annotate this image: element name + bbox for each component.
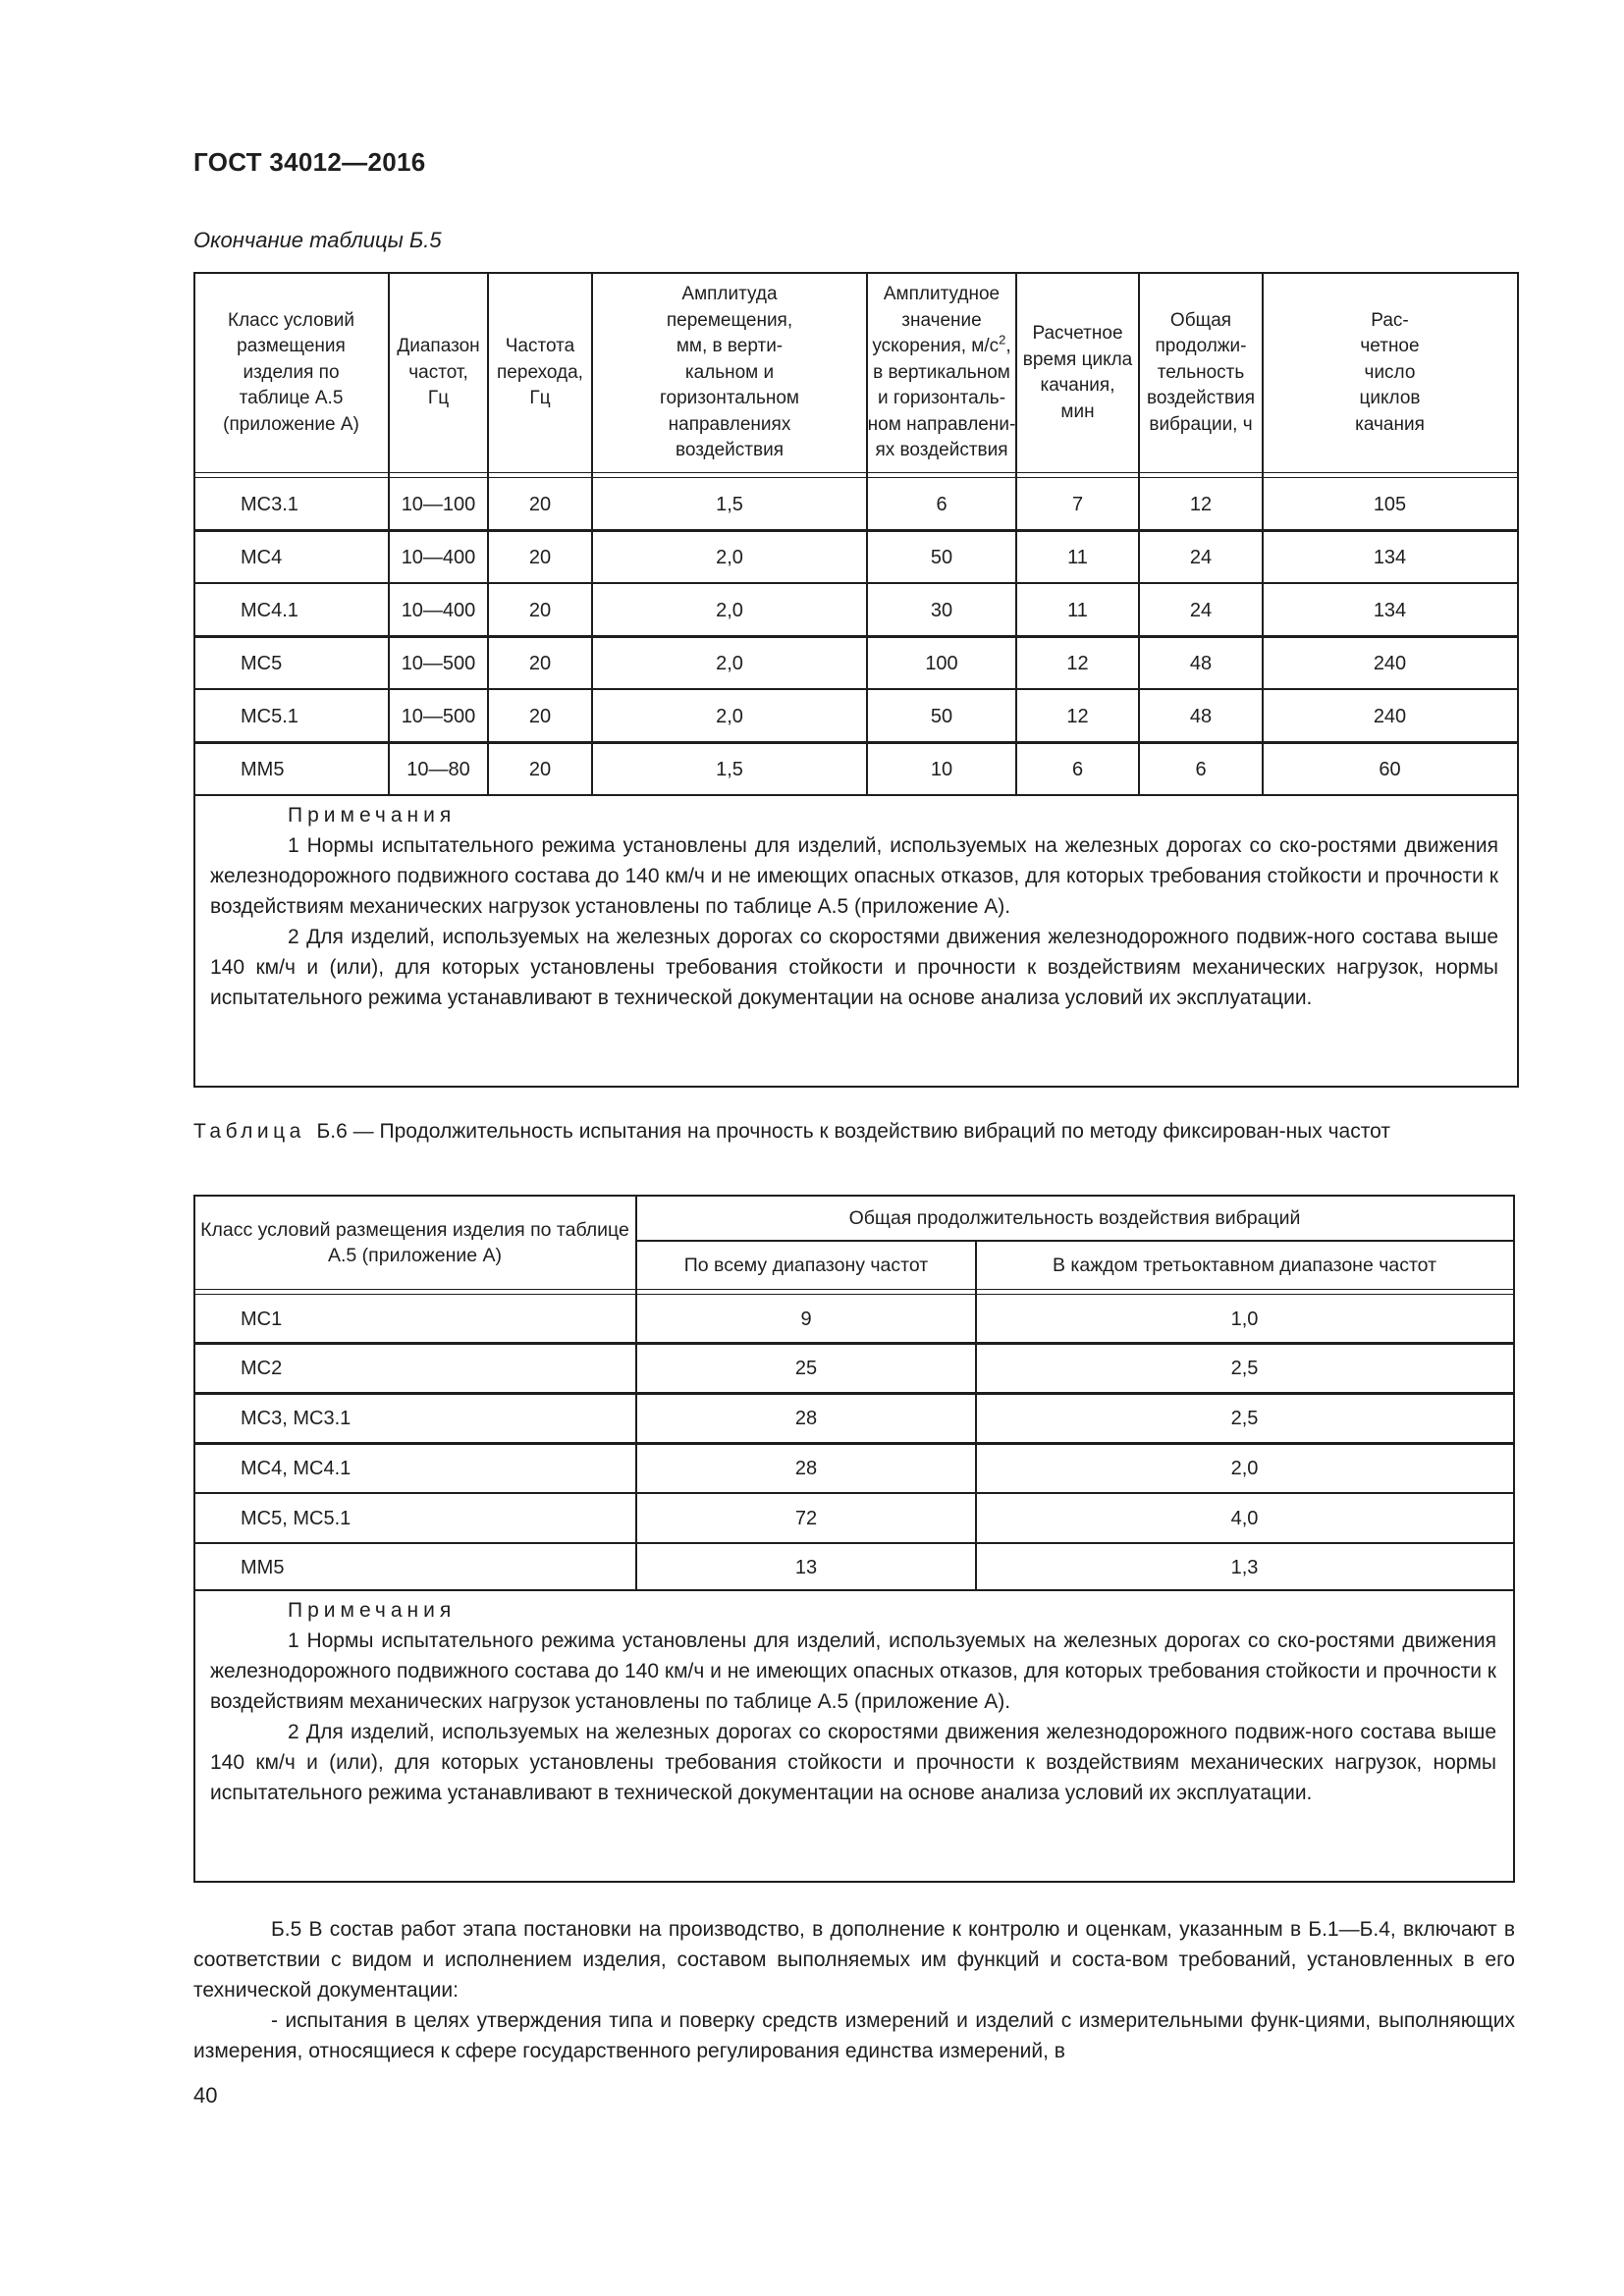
header-line: Гц [529, 388, 551, 409]
header-line: ном направлени- [867, 413, 1016, 435]
table-b6-notes [210, 1595, 1496, 1808]
header-line: в вертикальном [873, 361, 1010, 383]
header-line: Амплитудное [883, 284, 1001, 305]
header-line: и горизонталь- [877, 388, 1006, 409]
cell-displacement: 1,5 [716, 759, 743, 780]
cell-class: МС4 [241, 547, 283, 568]
cell-total-duration: 48 [1189, 653, 1213, 674]
cell-class: МС2 [241, 1357, 283, 1379]
cell-crossover-freq: 20 [528, 600, 552, 621]
cell-class: МС5 [241, 653, 283, 674]
cell-full-range: 25 [794, 1357, 818, 1379]
header-line: мин [1060, 400, 1095, 422]
header-divider [193, 477, 1519, 478]
header-line: ях воздействия [875, 440, 1008, 461]
header-cell-displacement [592, 274, 867, 472]
header-line: горизонтальном [660, 388, 799, 409]
cell-acceleration: 6 [936, 494, 947, 515]
header-divider [193, 1294, 1515, 1295]
header-line: Рас- [1371, 309, 1409, 331]
cell-class: МС5, МС5.1 [241, 1507, 352, 1529]
caption-text: Б.6 — Продолжительность испытания на прочность к воздействию вибраций по методу фиксирован-ных частот [316, 1120, 1390, 1143]
header-line: кальном и [684, 361, 775, 383]
header-line: циклов [1359, 388, 1421, 409]
header-cell-crossover-freq [488, 274, 592, 472]
header-line: Частота [505, 336, 575, 357]
header-line: качания, [1040, 375, 1115, 396]
header-line: частот, [408, 361, 468, 383]
cell-crossover-freq: 20 [528, 494, 552, 515]
header-cell-third-octave: В каждом третьоктавном диапазоне частот [1052, 1255, 1437, 1276]
notes-title: Примечания [288, 804, 457, 827]
cell-class: МС5.1 [241, 706, 298, 727]
cell-cycle-count: 105 [1373, 494, 1407, 515]
cell-freq-range: 10—100 [401, 494, 476, 515]
cell-full-range: 13 [794, 1556, 818, 1578]
table-continuation-label: Окончание таблицы Б.5 [193, 228, 442, 252]
cell-full-range: 72 [794, 1507, 818, 1529]
header-line: Расчетное [1032, 323, 1123, 344]
header-line: воздействия [675, 440, 784, 461]
header-line: Диапазон [397, 336, 480, 357]
header-line: время цикла [1022, 348, 1133, 370]
cell-total-duration: 48 [1189, 706, 1213, 727]
cell-full-range: 9 [800, 1308, 812, 1330]
superscript: 2 [999, 332, 1006, 347]
cell-cycle-count: 60 [1379, 759, 1401, 780]
note-item: 1 Нормы испытательного режима установлены для изделий, используемых на железных дорогах со ско-ростями движения железнодорожного подвижного состава до 140 км/ч и не имеющих опасных отказов, для которых требования стойкости и прочности к воздействиям механических нагрузок установлены по таблице А.5 (приложение А). [210, 834, 1498, 918]
header-line: Амплитуда [681, 284, 778, 305]
body-text [193, 1914, 1515, 2066]
cell-crossover-freq: 20 [528, 547, 552, 568]
header-line: четное [1360, 336, 1420, 357]
cell-cycle-count: 240 [1373, 653, 1407, 674]
cell-displacement: 2,0 [716, 706, 743, 727]
cell-class: МС4, МС4.1 [241, 1457, 352, 1479]
cell-cycle-time: 12 [1066, 706, 1089, 727]
header-line: Класс условий [228, 309, 354, 331]
cell-total-duration: 24 [1189, 547, 1213, 568]
note-item: 2 Для изделий, используемых на железных дорогах со скоростями движения железнодорожного подвиж-ного состава выше 140 км/ч и (или), для которых установлены требования стойкости и прочности к воздействиям механических нагрузок, нормы испытательного режима устанавливают в технической документации на основе анализа условий их эксплуатации. [210, 1721, 1496, 1804]
table-b6-caption [193, 1116, 1515, 1148]
header-divider [193, 1289, 1515, 1290]
header-cell-freq-range [389, 274, 488, 472]
cell-cycle-time: 6 [1071, 759, 1084, 780]
cell-third-octave: 1,0 [1230, 1308, 1259, 1330]
cell-cycle-count: 134 [1373, 600, 1407, 621]
cell-full-range: 28 [794, 1407, 818, 1429]
cell-third-octave: 2,0 [1230, 1457, 1259, 1479]
cell-cycle-count: 240 [1373, 706, 1407, 727]
cell-crossover-freq: 20 [528, 653, 552, 674]
cell-cycle-time: 11 [1067, 547, 1088, 568]
header-line: направлениях [668, 413, 791, 435]
cell-class: МС1 [241, 1308, 283, 1330]
header-line: мм, в верти- [676, 336, 784, 357]
cell-third-octave: 2,5 [1230, 1357, 1259, 1379]
cell-acceleration: 100 [925, 653, 958, 674]
cell-crossover-freq: 20 [528, 706, 552, 727]
paragraph: Б.5 В состав работ этапа постановки на производство, в дополнение к контролю и оценкам, указанным в Б.1—Б.4, включают в соответствии с видом и исполнением изделия, составом выполняемых им функций и соста-вом требований, установленных в его технической документации: [193, 1918, 1515, 2002]
header-line: перемещения, [666, 309, 793, 331]
cell-acceleration: 50 [930, 706, 953, 727]
note-item: 1 Нормы испытательного режима установлены для изделий, используемых на железных дорогах со ско-ростями движения железнодорожного подвижного состава до 140 км/ч и не имеющих опасных отказов, для которых требования стойкости и прочности к воздействиям механических нагрузок установлены по таблице А.5 (приложение А). [210, 1629, 1496, 1713]
cell-class: ММ5 [241, 759, 285, 780]
header-line: (приложение А) [223, 413, 359, 435]
header-divider [193, 472, 1519, 473]
notes-title: Примечания [288, 1599, 457, 1622]
header-line: вибрации, ч [1149, 413, 1253, 435]
header-text: , [1005, 336, 1011, 357]
header-text: ускорения, м/с [872, 336, 1000, 357]
cell-freq-range: 10—400 [401, 547, 476, 568]
cell-total-duration: 24 [1189, 600, 1213, 621]
cell-class: МС3.1 [241, 494, 298, 515]
cell-acceleration: 30 [930, 600, 953, 621]
cell-displacement: 1,5 [716, 494, 743, 515]
cell-cycle-count: 134 [1373, 547, 1407, 568]
cell-cycle-time: 7 [1071, 494, 1084, 515]
cell-crossover-freq: 20 [528, 759, 552, 780]
cell-freq-range: 10—400 [401, 600, 476, 621]
header-line: число [1364, 361, 1416, 383]
cell-cycle-time: 11 [1067, 600, 1088, 621]
caption-label: Таблица [193, 1120, 305, 1143]
paragraph: - испытания в целях утверждения типа и поверку средств измерений и изделий с измерительными функ-циями, выполняющих измерения, относящиеся к сфере государственного регулирования единства измерений, в [193, 2009, 1515, 2062]
cell-displacement: 2,0 [716, 547, 743, 568]
cell-acceleration: 10 [930, 759, 953, 780]
header-line: перехода, [497, 361, 583, 383]
header-line: размещения [237, 336, 346, 357]
cell-displacement: 2,0 [716, 653, 743, 674]
table-b5-notes [210, 800, 1498, 1013]
header-cell-acceleration [867, 274, 1016, 472]
cell-third-octave: 2,5 [1230, 1407, 1259, 1429]
header-line: воздействия [1147, 388, 1255, 409]
cell-class: МС3, МС3.1 [241, 1407, 352, 1429]
header-cell-total-duration [1139, 274, 1263, 472]
header-line: таблице А.5 [239, 388, 344, 409]
cell-class: МС4.1 [241, 600, 298, 621]
header-line: значение [901, 309, 982, 331]
cell-cycle-time: 12 [1066, 653, 1089, 674]
header-cell-cycle-count [1263, 274, 1517, 472]
cell-third-octave: 1,3 [1230, 1556, 1259, 1578]
header-cell-total-duration: Общая продолжительность воздействия вибраций [848, 1207, 1301, 1229]
cell-full-range: 28 [794, 1457, 818, 1479]
header-cell-class: Класс условий размещения изделия по таблице А.5 (приложение А) [200, 1219, 629, 1266]
header-line: продолжи- [1155, 336, 1247, 357]
header-cell-full-range: По всему диапазону частот [683, 1255, 929, 1276]
header-cell-cycle-time [1016, 274, 1139, 472]
note-item: 2 Для изделий, используемых на железных дорогах со скоростями движения железнодорожного подвиж-ного состава выше 140 км/ч и (или), для которых установлены требования стойкости и прочности к воздействиям механических нагрузок, нормы испытательного режима устанавливают в технической документации на основе анализа условий их эксплуатации. [210, 926, 1498, 1009]
cell-acceleration: 50 [930, 547, 953, 568]
header-line: Гц [427, 388, 450, 409]
cell-third-octave: 4,0 [1230, 1507, 1259, 1529]
cell-class: ММ5 [241, 1556, 285, 1578]
header-line: изделия по [243, 361, 340, 383]
header-line: Общая [1169, 309, 1232, 331]
page-number: 40 [193, 2083, 218, 2108]
header-line [868, 334, 1016, 360]
header-cell-class [193, 274, 389, 472]
header-line: качания [1355, 413, 1425, 435]
document-title: ГОСТ 34012—2016 [193, 147, 426, 177]
cell-freq-range: 10—500 [401, 653, 476, 674]
cell-displacement: 2,0 [716, 600, 743, 621]
cell-total-duration: 12 [1189, 494, 1213, 515]
header-line: тельность [1157, 361, 1245, 383]
cell-freq-range: 10—500 [401, 706, 476, 727]
cell-total-duration: 6 [1195, 759, 1207, 780]
cell-freq-range: 10—80 [406, 759, 470, 780]
